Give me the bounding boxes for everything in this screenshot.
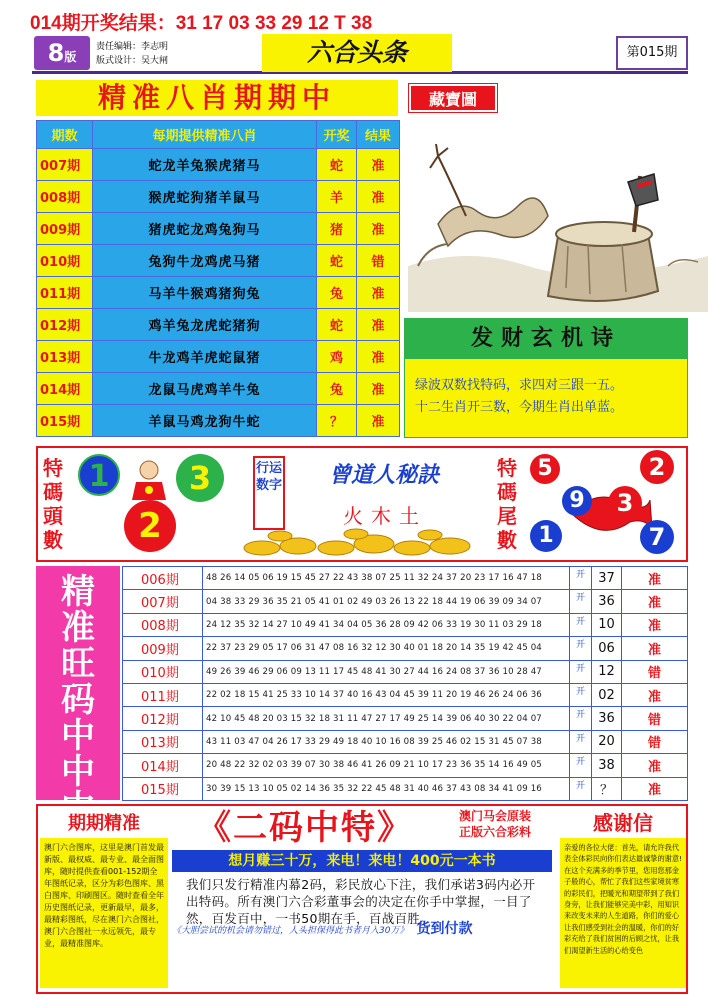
zodiac-cell-result: 准: [357, 149, 400, 181]
code-row: [123, 590, 688, 613]
code-cell-period: 009期: [123, 637, 203, 660]
col-result: 结果: [357, 121, 400, 149]
code-cell-numbers: 48 26 14 05 06 19 15 45 27 22 43 38 07 25 11 32 24 37 20 23 17 16 47 18: [203, 567, 570, 590]
edition-badge: [34, 36, 90, 70]
tail-ball-5: 5: [530, 454, 560, 484]
code-cell-period: 013期: [123, 730, 203, 753]
code-cell-draw-label: 开: [570, 683, 592, 706]
lucky-number-label: 行运 数字: [253, 456, 285, 530]
zodiac-cell-period: 010期: [37, 245, 93, 277]
tail-ball-3: 3: [608, 486, 642, 520]
code-cell-period: 012期: [123, 707, 203, 730]
code-cell-result: 准: [622, 613, 688, 636]
col-period: 期数: [37, 121, 93, 149]
code-cell-numbers: 30 39 15 13 10 05 02 14 36 35 32 22 45 48 31 40 46 37 43 08 34 41 09 16: [203, 777, 570, 800]
treasure-map-title: 藏寶圖: [409, 84, 497, 112]
zodiac-cell-zodiac: 蛇龙羊兔猴虎猪马: [93, 149, 317, 181]
zodiac-row: [37, 309, 400, 341]
zodiac-cell-draw: 兔: [317, 373, 357, 405]
zodiac-cell-period: 007期: [37, 149, 93, 181]
eight-zodiac-table: [36, 120, 400, 437]
code-row: [123, 683, 688, 706]
zodiac-cell-result: 准: [357, 373, 400, 405]
code-cell-special: 37: [592, 567, 622, 590]
code-cell-numbers: 43 11 03 47 04 26 17 33 29 49 18 40 10 16 08 39 25 46 02 15 31 45 07 38: [203, 730, 570, 753]
zodiac-row: [37, 341, 400, 373]
masthead-logo: 六合头条: [262, 34, 452, 72]
treasure-map-illustration: [408, 116, 708, 312]
zodiac-row: [37, 373, 400, 405]
code-cell-period: 008期: [123, 613, 203, 636]
code-cell-result: 准: [622, 777, 688, 800]
code-cell-result: 错: [622, 730, 688, 753]
secret-formula-title: 曾道人秘訣: [328, 463, 439, 488]
code-cell-draw-label: 开: [570, 660, 592, 683]
code-cell-numbers: 49 26 39 46 29 06 09 13 11 17 45 48 41 30 27 44 16 24 08 37 36 10 28 47: [203, 660, 570, 683]
code-cell-result: 错: [622, 707, 688, 730]
code-cell-draw-label: 开: [570, 754, 592, 777]
zodiac-row: [37, 245, 400, 277]
thanks-letter-body: 亲爱的各位大佬：首先，请允许我代表全体彩民向你们表达最诚挚的谢意!在这个充满多的季节里，您用您那金子般的心，帮忙了我们这些家境贫寒的彩民们，把暖光和期望带到了我们身旁，让我们能够完美中彩，用知识来改变未来的人生道路，你们的爱心让我们感受到社会的温暖，你们的好彩充给了我们贫困的后顾之忧，让我们渴望新生活的心给变色: [560, 838, 686, 988]
zodiac-cell-draw: 蛇: [317, 245, 357, 277]
designer-line: 版式设计：吴大闸: [96, 56, 169, 66]
source-line: 正版六合彩料: [458, 825, 531, 839]
zodiac-cell-draw: ？: [317, 405, 357, 437]
advert-body: 我们只发行精准内幕2码，彩民放心下注，我们承诺3码内必开出特码。所有澳门六合彩董事会的决定在你手中掌握，一目了然，百发百中，一书50期在手，百战百胜。: [186, 877, 536, 926]
zodiac-row: [37, 405, 400, 437]
code-cell-special: 12: [592, 660, 622, 683]
code-cell-result: 准: [622, 567, 688, 590]
code-cell-special: 10: [592, 613, 622, 636]
code-cell-special: 36: [592, 590, 622, 613]
zodiac-cell-period: 009期: [37, 213, 93, 245]
code-cell-result: 准: [622, 637, 688, 660]
zodiac-row: [37, 213, 400, 245]
zodiac-cell-zodiac: 羊鼠马鸡龙狗牛蛇: [93, 405, 317, 437]
head-ball-1: 1: [78, 454, 120, 496]
code-row: [123, 637, 688, 660]
zodiac-cell-draw: 蛇: [317, 309, 357, 341]
code-cell-numbers: 04 38 33 29 36 35 21 05 41 01 02 49 03 26 13 22 18 44 19 06 39 09 34 07: [203, 590, 570, 613]
code-row: [123, 730, 688, 753]
poem-body: [404, 358, 688, 438]
zodiac-cell-period: 012期: [37, 309, 93, 341]
code-cell-special: 02: [592, 683, 622, 706]
code-row: [123, 613, 688, 636]
five-elements: 火木土: [343, 504, 427, 528]
thirty-codes-table: [122, 566, 688, 801]
zodiac-row: [37, 277, 400, 309]
zodiac-cell-zodiac: 马羊牛猴鸡猪狗兔: [93, 277, 317, 309]
zodiac-cell-period: 015期: [37, 405, 93, 437]
code-cell-numbers: 22 37 23 29 05 17 06 31 47 08 16 32 12 30 40 01 18 20 14 35 19 42 45 04: [203, 637, 570, 660]
head-ball-2: 2: [124, 500, 176, 552]
advert-footer: [172, 922, 552, 938]
gold-ingots-icon: [240, 524, 486, 558]
tail-ball-7: 7: [640, 520, 674, 554]
poem-line: 绿波双数找特码，求四对三跟一五。: [415, 378, 624, 393]
tail-ball-1: 1: [530, 520, 562, 552]
col-zodiac: 每期提供精准八肖: [93, 121, 317, 149]
code-row: [123, 707, 688, 730]
zodiac-row: [37, 149, 400, 181]
source-note: [440, 808, 550, 840]
head-number-label: [40, 456, 66, 552]
tail-number-label-text: 特 碼 尾 數: [497, 456, 517, 552]
code-cell-period: 011期: [123, 683, 203, 706]
zodiac-cell-period: 011期: [37, 277, 93, 309]
library-description: 澳门六合图库，这里是澳门首发最新版、最权威、最专业、最全面图库，随时提供查看001-152期全年图纸记录，区分为彩色图库、黑白图库、印刷图区。随时查看全年历史图纸记录，更新最早，最多，最精彩图纸，尽在澳门六合图社，澳门六合图社一永远领先，最专业，最精准图库。: [40, 838, 168, 988]
code-cell-period: 014期: [123, 754, 203, 777]
code-cell-special: 06: [592, 637, 622, 660]
code-cell-special: ？: [592, 777, 622, 800]
zodiac-cell-result: 准: [357, 405, 400, 437]
latest-draw-banner: 014期开奖结果：31 17 03 33 29 12 T 38: [30, 13, 373, 34]
code-cell-draw-label: 开: [570, 567, 592, 590]
tail-number-label: [494, 456, 520, 552]
code-cell-period: 006期: [123, 567, 203, 590]
edition-suffix: 版: [64, 50, 77, 64]
tail-ball-2: 2: [640, 450, 674, 484]
editor-credits: [96, 40, 168, 68]
editor-line: 责任编辑：李志明: [96, 42, 169, 52]
code-cell-period: 010期: [123, 660, 203, 683]
issue-number: 第015期: [616, 36, 688, 70]
code-cell-draw-label: 开: [570, 590, 592, 613]
hot-codes-label-text: 精 准 旺 码 中 中: [61, 572, 95, 792]
zodiac-cell-zodiac: 牛龙鸡羊虎蛇鼠猪: [93, 341, 317, 373]
zodiac-cell-draw: 猪: [317, 213, 357, 245]
zodiac-cell-result: 准: [357, 181, 400, 213]
col-draw: 开奖: [317, 121, 357, 149]
code-cell-draw-label: 开: [570, 707, 592, 730]
code-cell-result: 准: [622, 754, 688, 777]
zodiac-cell-result: 准: [357, 341, 400, 373]
code-cell-numbers: 22 02 18 15 41 25 33 10 14 37 40 16 43 04 45 39 11 20 19 46 26 24 06 36: [203, 683, 570, 706]
code-cell-numbers: 20 48 22 32 02 03 39 07 30 38 46 41 26 09 21 10 17 23 36 35 14 16 49 05: [203, 754, 570, 777]
edition-number: 8: [47, 39, 65, 67]
price-slogan: 想月赚三十万，来电！来电！400元一本书: [172, 850, 552, 872]
footer-guarantee: 《大胆尝试的机会请勿错过，人头担保得此书者月入30万》: [172, 926, 409, 936]
lucky-child-icon: [124, 458, 174, 502]
code-row: [123, 660, 688, 683]
zodiac-cell-period: 014期: [37, 373, 93, 405]
head-number-label-text: 特 碼 頭 數: [43, 456, 63, 552]
zodiac-cell-zodiac: 猴虎蛇狗猪羊鼠马: [93, 181, 317, 213]
code-cell-result: 准: [622, 590, 688, 613]
accurate-title: 期期精准: [68, 813, 140, 834]
code-cell-draw-label: 开: [570, 613, 592, 636]
code-cell-special: 36: [592, 707, 622, 730]
code-cell-draw-label: 开: [570, 637, 592, 660]
poem-title: 发财玄机诗: [404, 318, 688, 358]
code-cell-period: 015期: [123, 777, 203, 800]
zodiac-cell-period: 013期: [37, 341, 93, 373]
poem-line: 十二生肖开三数，今期生肖出单蓝。: [415, 400, 624, 415]
code-cell-draw-label: 开: [570, 730, 592, 753]
code-row: [123, 567, 688, 590]
source-line: 澳门马会原装: [458, 809, 531, 823]
cash-on-delivery: 货到付款: [416, 921, 473, 937]
zodiac-cell-zodiac: 猪虎蛇龙鸡兔狗马: [93, 213, 317, 245]
code-cell-draw-label: 开: [570, 777, 592, 800]
code-cell-special: 20: [592, 730, 622, 753]
code-row: [123, 777, 688, 800]
code-cell-numbers: 42 10 45 48 20 03 15 32 18 31 11 47 27 17 49 25 14 39 06 40 30 22 04 07: [203, 707, 570, 730]
code-cell-special: 38: [592, 754, 622, 777]
code-cell-result: 准: [622, 683, 688, 706]
zodiac-cell-draw: 蛇: [317, 149, 357, 181]
code-row: [123, 754, 688, 777]
zodiac-cell-zodiac: 兔狗牛龙鸡虎马猪: [93, 245, 317, 277]
zodiac-cell-result: 准: [357, 309, 400, 341]
two-code-title: 《二码中特》: [197, 808, 413, 848]
zodiac-cell-zodiac: 鸡羊兔龙虎蛇猪狗: [93, 309, 317, 341]
thanks-letter-title: 感谢信: [593, 811, 653, 835]
zodiac-row: [37, 181, 400, 213]
zodiac-cell-result: 错: [357, 245, 400, 277]
zodiac-cell-draw: 鸡: [317, 341, 357, 373]
zodiac-cell-result: 准: [357, 277, 400, 309]
tail-ball-9: 9: [562, 486, 592, 516]
zodiac-cell-result: 准: [357, 213, 400, 245]
head-ball-3: 3: [176, 454, 224, 502]
eight-zodiac-title: 精准八肖期期中: [36, 80, 398, 116]
zodiac-cell-draw: 羊: [317, 181, 357, 213]
hot-codes-label: [36, 566, 120, 800]
zodiac-cell-draw: 兔: [317, 277, 357, 309]
code-cell-result: 错: [622, 660, 688, 683]
code-cell-period: 007期: [123, 590, 203, 613]
code-cell-numbers: 24 12 35 32 14 27 10 49 41 34 04 05 36 28 09 42 06 33 19 30 11 03 29 18: [203, 613, 570, 636]
zodiac-cell-period: 008期: [37, 181, 93, 213]
zodiac-cell-zodiac: 龙鼠马虎鸡羊牛兔: [93, 373, 317, 405]
